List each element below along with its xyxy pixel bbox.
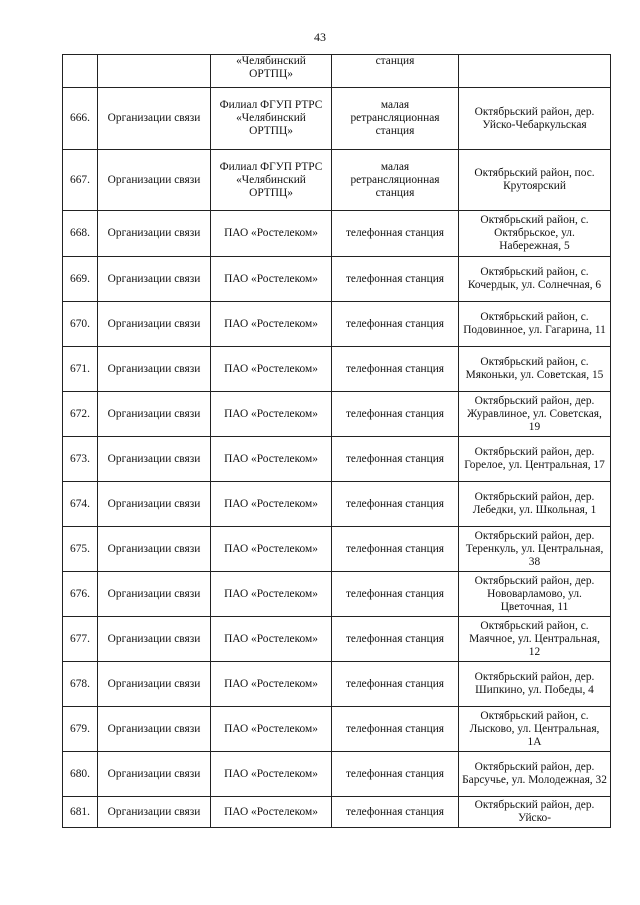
row-number: 675. [63,527,98,572]
row-object: телефонная станция [332,257,459,302]
row-number: 670. [63,302,98,347]
table-row [63,392,611,437]
row-category: Организации связи [98,392,211,437]
row-address: Октябрьский район, с. Октябрьское, ул. Набережная, 5 [459,211,611,257]
table-row [63,617,611,662]
row-category [98,55,211,88]
row-object: телефонная станция [332,662,459,707]
table-row [63,347,611,392]
row-address: Октябрьский район, пос. Крутоярский [459,150,611,211]
row-owner: ПАО «Ростелеком» [211,257,332,302]
row-number: 673. [63,437,98,482]
row-address: Октябрьский район, дер. Уйско- [459,797,611,828]
row-category: Организации связи [98,347,211,392]
row-object: станция [332,55,459,88]
table-row [63,257,611,302]
row-owner: ПАО «Ростелеком» [211,752,332,797]
row-number: 674. [63,482,98,527]
row-number: 681. [63,797,98,828]
table-row-continued [63,55,611,88]
row-owner: ПАО «Ростелеком» [211,527,332,572]
page-number: 43 [314,30,326,44]
row-owner: ПАО «Ростелеком» [211,347,332,392]
row-address: Октябрьский район, с. Подовинное, ул. Гагарина, 11 [459,302,611,347]
row-owner: ПАО «Ростелеком» [211,392,332,437]
row-address: Октябрьский район, дер. Лебедки, ул. Школьная, 1 [459,482,611,527]
row-category: Организации связи [98,302,211,347]
registry-table [62,54,611,828]
table-row [63,211,611,257]
row-category: Организации связи [98,88,211,150]
row-number: 667. [63,150,98,211]
row-number: 669. [63,257,98,302]
row-address: Октябрьский район, с. Маячное, ул. Центральная, 12 [459,617,611,662]
row-address: Октябрьский район, с. Мяконьки, ул. Советская, 15 [459,347,611,392]
row-object: телефонная станция [332,707,459,752]
table-row [63,302,611,347]
row-category: Организации связи [98,482,211,527]
registry-table-body [63,55,611,828]
table-row [63,572,611,617]
table-row [63,482,611,527]
row-number: 671. [63,347,98,392]
row-category: Организации связи [98,707,211,752]
row-number: 668. [63,211,98,257]
row-address: Октябрьский район, дер. Барсучье, ул. Молодежная, 32 [459,752,611,797]
table-row [63,797,611,828]
table-row [63,662,611,707]
row-number: 676. [63,572,98,617]
row-object: телефонная станция [332,527,459,572]
row-object: малая ретрансляционная станция [332,88,459,150]
row-owner: ПАО «Ростелеком» [211,797,332,828]
row-object: телефонная станция [332,617,459,662]
row-owner: ПАО «Ростелеком» [211,211,332,257]
row-category: Организации связи [98,752,211,797]
row-object: малая ретрансляционная станция [332,150,459,211]
row-owner: ПАО «Ростелеком» [211,302,332,347]
table-row [63,150,611,211]
row-owner: ПАО «Ростелеком» [211,662,332,707]
row-object: телефонная станция [332,572,459,617]
row-category: Организации связи [98,257,211,302]
row-object: телефонная станция [332,302,459,347]
table-row [63,752,611,797]
row-category: Организации связи [98,797,211,828]
table-row [63,88,611,150]
row-object: телефонная станция [332,437,459,482]
row-address: Октябрьский район, дер. Журавлиное, ул. Советская, 19 [459,392,611,437]
row-category: Организации связи [98,437,211,482]
row-number: 680. [63,752,98,797]
row-owner: Филиал ФГУП РТРС «Челябинский ОРТПЦ» [211,150,332,211]
row-owner: ПАО «Ростелеком» [211,572,332,617]
row-address: Октябрьский район, дер. Теренкуль, ул. Центральная, 38 [459,527,611,572]
table-row [63,437,611,482]
row-category: Организации связи [98,572,211,617]
row-address: Октябрьский район, с. Лысково, ул. Центральная, 1А [459,707,611,752]
table-row [63,527,611,572]
row-number: 679. [63,707,98,752]
row-address: Октябрьский район, дер. Уйско-Чебаркульская [459,88,611,150]
row-owner: ПАО «Ростелеком» [211,437,332,482]
row-object: телефонная станция [332,797,459,828]
row-object: телефонная станция [332,752,459,797]
row-number: 678. [63,662,98,707]
row-object: телефонная станция [332,392,459,437]
row-owner: ПАО «Ростелеком» [211,482,332,527]
row-category: Организации связи [98,662,211,707]
row-address: Октябрьский район, дер. Нововарламово, ул. Цветочная, 11 [459,572,611,617]
row-owner: ПАО «Ростелеком» [211,617,332,662]
table-row [63,707,611,752]
row-owner: «Челябинский ОРТПЦ» [211,55,332,88]
row-category: Организации связи [98,150,211,211]
row-number: 677. [63,617,98,662]
row-number [63,55,98,88]
row-address: Октябрьский район, дер. Шипкино, ул. Победы, 4 [459,662,611,707]
row-object: телефонная станция [332,482,459,527]
row-address [459,55,611,88]
row-category: Организации связи [98,527,211,572]
row-object: телефонная станция [332,347,459,392]
row-address: Октябрьский район, с. Кочердык, ул. Солнечная, 6 [459,257,611,302]
row-owner: Филиал ФГУП РТРС «Челябинский ОРТПЦ» [211,88,332,150]
row-number: 672. [63,392,98,437]
row-number: 666. [63,88,98,150]
row-address: Октябрьский район, дер. Горелое, ул. Центральная, 17 [459,437,611,482]
row-category: Организации связи [98,617,211,662]
row-owner: ПАО «Ростелеком» [211,707,332,752]
row-category: Организации связи [98,211,211,257]
row-object: телефонная станция [332,211,459,257]
